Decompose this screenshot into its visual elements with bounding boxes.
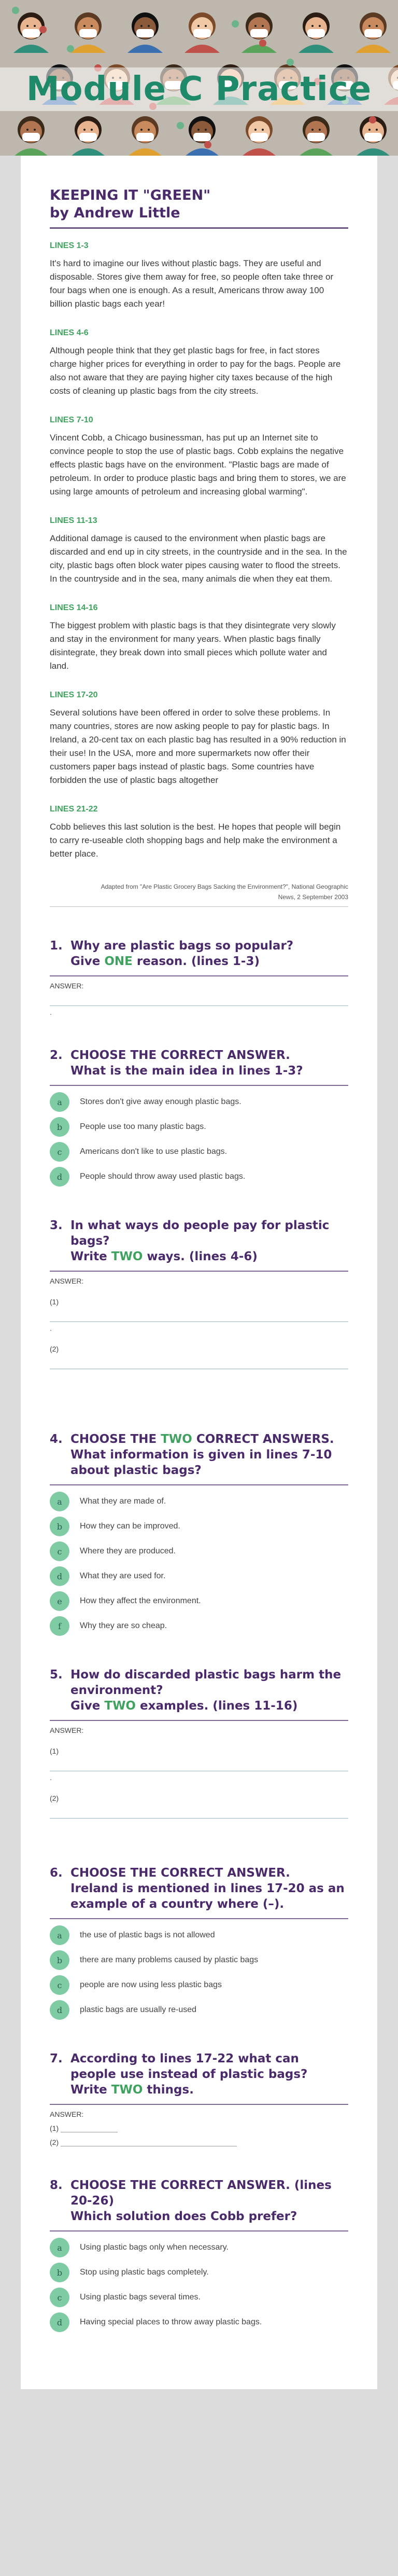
title-divider — [50, 227, 348, 229]
text-part: things. — [143, 2083, 194, 2097]
answer-label: ANSWER: — [50, 2110, 84, 2118]
answer-line[interactable] — [50, 1804, 348, 1819]
question-number: 4. — [50, 1432, 63, 1446]
answer-line[interactable] — [61, 2124, 118, 2132]
story-section — [50, 416, 348, 499]
story-paragraph: Additional damage is caused to the environment when plastic bags are discarded and end up in city streets, in the countryside and in the sea. In the city, plastic bags often block water pipes causing water to flood the streets. In the countryside and in the sea, many animals die when they eat them. — [50, 533, 347, 584]
question-number: 2. — [50, 1049, 63, 1062]
question-number: 1. — [50, 939, 63, 953]
question-number: 7. — [50, 2052, 63, 2065]
worksheet-card — [21, 156, 377, 2389]
question-divider — [50, 1918, 348, 1919]
story-section — [50, 328, 348, 398]
answer-line[interactable] — [50, 1355, 348, 1369]
option-letter: a — [50, 1092, 69, 1112]
option-letter: b — [50, 1517, 69, 1536]
answer-dot: . — [50, 1773, 52, 1782]
option-text: plastic bags are usually re-used — [80, 2005, 197, 2014]
lines-label: LINES 11-13 — [50, 516, 97, 525]
question-divider — [50, 2230, 348, 2231]
emphasis: TWO — [104, 1699, 136, 1713]
question-divider — [50, 1271, 348, 1272]
question-number: 8. — [50, 2179, 63, 2192]
option-text: What they are made of. — [80, 1497, 166, 1506]
question-line: How do discarded plastic bags harm the environment? — [70, 1668, 342, 1697]
question-divider — [50, 975, 348, 976]
option-text: Why they are so cheap. — [80, 1621, 167, 1630]
option-a[interactable] — [50, 1492, 348, 1511]
question-divider — [50, 1484, 348, 1485]
option-letter: e — [50, 1591, 69, 1611]
question-divider — [50, 1720, 348, 1721]
option-text: there are many problems caused by plastic bags — [80, 1955, 259, 1964]
option-text: Where they are produced. — [80, 1547, 176, 1555]
question-1 — [50, 938, 348, 1016]
text-part: ways. (lines 4-6) — [143, 1250, 258, 1263]
story-section — [50, 603, 348, 673]
story-paragraph: Several solutions have been offered in order to solve these problems. In many countries, stores are now asking people to pay for plastic bags. In Ireland, a 20-cent tax on each plastic bag has resulted in a 90% reduction in their use! In the USA, more and more supermarkets now offer their customers paper bags instead of plastic bags. Some countries have forbidden the use of plastic bags altogether — [50, 708, 346, 785]
text-part: Give — [70, 955, 105, 968]
option-d[interactable] — [50, 2312, 348, 2332]
option-list — [50, 1925, 348, 2020]
option-letter: d — [50, 1566, 69, 1586]
option-a[interactable] — [50, 2238, 348, 2257]
lines-label: LINES 21-22 — [50, 805, 98, 814]
question-line — [70, 1431, 348, 1447]
question-heading — [50, 1667, 348, 1714]
question-heading — [50, 1431, 348, 1478]
story-paragraph: It's hard to imagine our lives without plastic bags. They are useful and disposable. Stores give them away for free, so people often take three or four bags when one is enough. As a result, Americans throw away 100 billion plastic bags each year! — [50, 258, 334, 309]
story-section — [50, 241, 348, 311]
story-paragraph: Although people think that they get plastic bags for free, in fact stores charge higher prices for everything in order to pay for the bags. People are also not aware that they are paying higher city taxes because of the high costs of cleaning up plastic bags from the city streets. — [50, 346, 341, 396]
story-section — [50, 691, 348, 787]
question-5 — [50, 1667, 348, 1834]
question-number: 5. — [50, 1668, 63, 1682]
option-letter: a — [50, 1925, 69, 1945]
option-letter: a — [50, 1492, 69, 1511]
question-line — [70, 954, 348, 969]
virus-icon — [287, 59, 294, 66]
lines-label: LINES 17-20 — [50, 691, 98, 699]
virus-icon — [177, 122, 184, 129]
question-line: According to lines 17-22 what can people use instead of plastic bags? — [70, 2052, 308, 2081]
option-text: Stores don't give away enough plastic bags. — [80, 1097, 241, 1106]
question-line — [70, 1249, 348, 1264]
option-d[interactable] — [50, 1566, 348, 1586]
question-heading — [50, 2051, 348, 2098]
answer-row-2 — [50, 2138, 348, 2146]
option-letter: c — [50, 2288, 69, 2307]
answer-number: (1) — [50, 2124, 59, 2132]
option-letter: f — [50, 1616, 69, 1636]
question-4 — [50, 1431, 348, 1636]
spacer — [50, 1369, 348, 1400]
option-c[interactable] — [50, 1541, 348, 1561]
question-line: CHOOSE THE CORRECT ANSWER. — [70, 1049, 290, 1062]
virus-icon — [204, 141, 211, 148]
story-paragraph: Cobb believes this last solution is the best. He hopes that people will begin to carry re-useable cloth shopping bags and help make the environment a better place. — [50, 822, 341, 859]
question-heading — [50, 1218, 348, 1264]
answer-label: ANSWER: — [50, 982, 84, 990]
story-section — [50, 516, 348, 586]
question-text — [70, 1667, 348, 1714]
question-text — [70, 2051, 348, 2098]
emphasis: TWO — [111, 2083, 143, 2097]
lines-label: LINES 14-16 — [50, 603, 98, 612]
banner-title: Module C Practice — [0, 67, 398, 111]
story-title — [50, 187, 348, 222]
option-text: the use of plastic bags is not allowed — [80, 1931, 215, 1939]
option-e[interactable] — [50, 1591, 348, 1611]
question-line: Why are plastic bags so popular? — [70, 939, 294, 953]
question-text — [70, 1048, 348, 1079]
answer-number: (1) — [50, 1298, 59, 1306]
option-text: How they affect the environment. — [80, 1596, 201, 1605]
question-text — [70, 2178, 348, 2224]
question-text — [70, 938, 348, 969]
option-letter: b — [50, 1950, 69, 1970]
answer-label: ANSWER: — [50, 1726, 84, 1734]
emphasis: ONE — [104, 955, 133, 968]
question-heading — [50, 1048, 348, 1079]
question-text — [70, 1431, 348, 1478]
story-section — [50, 805, 348, 861]
question-line — [70, 2082, 348, 2098]
option-text: How they can be improved. — [80, 1522, 180, 1531]
answer-number: (1) — [50, 1747, 59, 1755]
text-part: examples. (lines 11-16) — [136, 1699, 298, 1713]
answer-line[interactable] — [50, 1757, 348, 1771]
banner — [0, 0, 398, 156]
emphasis: TWO — [111, 1250, 143, 1263]
question-7 — [50, 2051, 348, 2146]
source-citation — [50, 881, 348, 902]
option-d[interactable] — [50, 2000, 348, 2020]
answer-line[interactable] — [61, 2138, 237, 2146]
question-2 — [50, 1048, 348, 1187]
story-paragraph: Vincent Cobb, a Chicago businessman, has put up an Internet site to convince people to stop the use of plastic bags. Cobb explains the negative effects plastic bags have on the environment. "Plastic bags are made of petroleum. In order to produce plastic bags and bring them to stores, we are using large amounts of petroleum and increasing global warming". — [50, 433, 346, 497]
question-line: What is the main idea in lines 1-3? — [70, 1064, 303, 1078]
answer-row-1 — [50, 2124, 348, 2132]
option-c[interactable] — [50, 1975, 348, 1995]
option-text: Stop using plastic bags completely. — [80, 2268, 209, 2277]
text-part: CORRECT ANSWERS. — [192, 1432, 334, 1446]
question-number: 6. — [50, 1866, 63, 1880]
text-part: Write — [70, 2083, 111, 2097]
answer-label: ANSWER: — [50, 1277, 84, 1285]
option-text: Using plastic bags several times. — [80, 2293, 201, 2302]
option-a[interactable] — [50, 1925, 348, 1945]
lines-label: LINES 1-3 — [50, 241, 89, 250]
story-title-line1: KEEPING IT "GREEN" — [50, 187, 211, 203]
question-text — [70, 1865, 348, 1912]
option-list — [50, 1092, 348, 1187]
question-line: CHOOSE THE CORRECT ANSWER. (lines 20-26) — [70, 2179, 332, 2208]
question-6 — [50, 1865, 348, 2020]
option-text: Having special places to throw away plastic bags. — [80, 2318, 262, 2326]
option-c[interactable] — [50, 2288, 348, 2307]
story-author: by Andrew Little — [50, 205, 180, 221]
bottom-spacer — [50, 2337, 348, 2368]
option-text: Americans don't like to use plastic bags. — [80, 1147, 228, 1156]
question-line: Ireland is mentioned in lines 17-20 as an example of a country where (–). — [70, 1882, 345, 1911]
question-text — [70, 1218, 348, 1264]
question-line: Which solution does Cobb prefer? — [70, 2210, 297, 2223]
option-letter: d — [50, 1167, 69, 1187]
question-divider — [50, 1085, 348, 1086]
question-line — [70, 1698, 348, 1714]
question-line: What information is given in lines 7-10 about plastic bags? — [70, 1448, 332, 1477]
virus-icon — [369, 116, 376, 123]
spacer — [50, 1819, 348, 1834]
option-letter: b — [50, 1117, 69, 1137]
question-3 — [50, 1218, 348, 1400]
question-divider — [50, 2104, 348, 2105]
option-letter: c — [50, 1142, 69, 1162]
source-divider — [50, 906, 348, 907]
text-part: Give — [70, 1699, 105, 1713]
text-part: reason. (lines 1-3) — [132, 955, 260, 968]
option-letter: d — [50, 2000, 69, 2020]
lines-label: LINES 4-6 — [50, 328, 89, 337]
option-b[interactable] — [50, 1517, 348, 1536]
option-text: What they are used for. — [80, 1572, 166, 1580]
answer-line[interactable] — [50, 1308, 348, 1322]
question-line: CHOOSE THE CORRECT ANSWER. — [70, 1866, 290, 1880]
option-text: People should throw away used plastic bags. — [80, 1172, 246, 1181]
option-a[interactable] — [50, 1092, 348, 1112]
option-list — [50, 1492, 348, 1636]
story-paragraph: The biggest problem with plastic bags is that they disintegrate very slowly and stay in the environment for many years. When plastic bags finally disintegrate, they break down into small pieces which pollute water and land. — [50, 621, 336, 671]
answer-number: (2) — [50, 1345, 59, 1353]
virus-icon — [232, 20, 239, 27]
answer-line[interactable] — [50, 992, 348, 1006]
option-f[interactable] — [50, 1616, 348, 1636]
option-text: Using plastic bags only when necessary. — [80, 2243, 229, 2252]
option-text: People use too many plastic bags. — [80, 1122, 206, 1131]
lines-label: LINES 7-10 — [50, 416, 93, 424]
question-line: In what ways do people pay for plastic bags? — [70, 1219, 330, 1248]
story-sections — [50, 241, 348, 861]
source-line: Adapted from "Are Plastic Grocery Bags Sacking the Environment?", National Geographic — [101, 883, 348, 890]
virus-icon — [12, 7, 19, 14]
virus-icon — [39, 26, 47, 33]
text-part: CHOOSE THE — [70, 1432, 161, 1446]
option-c[interactable] — [50, 1142, 348, 1162]
virus-icon — [259, 39, 266, 47]
question-heading — [50, 1865, 348, 1912]
question-number: 3. — [50, 1219, 63, 1232]
option-b[interactable] — [50, 1117, 348, 1137]
question-heading — [50, 938, 348, 969]
option-letter: c — [50, 1541, 69, 1561]
option-letter: c — [50, 1975, 69, 1995]
option-b[interactable] — [50, 2263, 348, 2282]
option-letter: d — [50, 2312, 69, 2332]
option-text: people are now using less plastic bags — [80, 1980, 222, 1989]
answer-number: (2) — [50, 1794, 59, 1802]
source-line: News, 2 September 2003 — [278, 893, 348, 901]
question-8 — [50, 2178, 348, 2332]
virus-icon — [67, 45, 74, 52]
option-d[interactable] — [50, 1167, 348, 1187]
option-list — [50, 2238, 348, 2332]
text-part: Write — [70, 1250, 111, 1263]
emphasis: TWO — [161, 1432, 192, 1446]
option-letter: a — [50, 2238, 69, 2257]
answer-number: (2) — [50, 2138, 59, 2146]
option-letter: b — [50, 2263, 69, 2282]
answer-dot: . — [50, 1324, 52, 1332]
option-b[interactable] — [50, 1950, 348, 1970]
answer-dot: . — [50, 1008, 52, 1016]
question-heading — [50, 2178, 348, 2224]
